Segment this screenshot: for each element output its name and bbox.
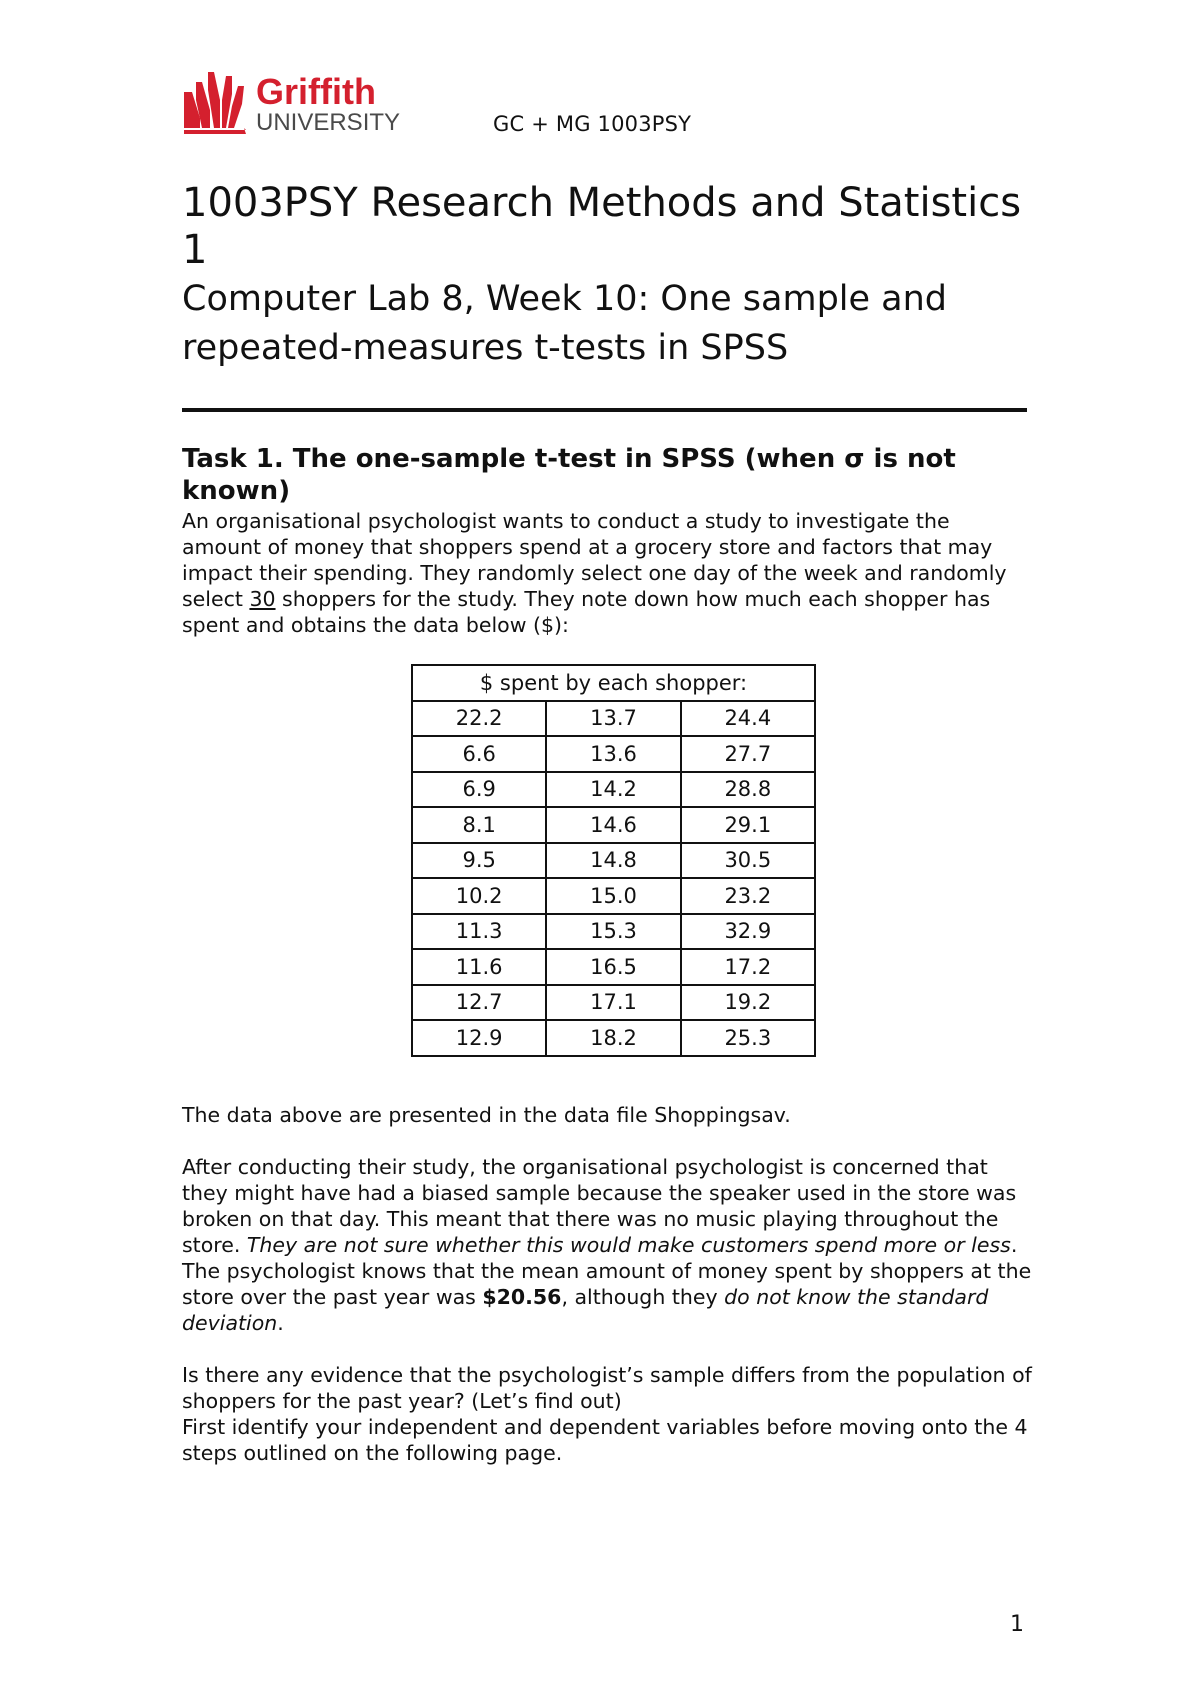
table-cell: 15.0 xyxy=(546,878,680,914)
table-row xyxy=(412,878,815,914)
table-cell: 14.2 xyxy=(546,772,680,808)
table-cell: 28.8 xyxy=(681,772,815,808)
instruction-paragraph: First identify your independent and dependent variables before moving onto the 4 steps outlined on the following page. xyxy=(182,1415,1028,1465)
table-cell: 29.1 xyxy=(681,807,815,843)
table-cell: 19.2 xyxy=(681,985,815,1021)
table-cell: 22.2 xyxy=(412,701,546,737)
table-cell: 24.4 xyxy=(681,701,815,737)
concern-italic: They are not sure whether this would make customers spend more or less xyxy=(246,1233,1011,1257)
table-row xyxy=(412,807,815,843)
table-row xyxy=(412,843,815,879)
shopper-spending-table xyxy=(411,664,816,1057)
table-row xyxy=(412,949,815,985)
griffith-university-logo xyxy=(182,70,422,136)
course-code: GC + MG 1003PSY xyxy=(493,112,692,136)
table-cell: 12.9 xyxy=(412,1020,546,1056)
task-1-intro xyxy=(182,508,1032,638)
document-subtitle: Computer Lab 8, Week 10: One sample and repeated-measures t-tests in SPSS xyxy=(182,279,948,368)
concern-text-c: , although they xyxy=(561,1285,725,1309)
table-cell: 23.2 xyxy=(681,878,815,914)
concern-italic-2: do not know the standard deviation xyxy=(182,1285,989,1335)
concern-text-a: After conducting their study, the organisational psychologist is concerned that they might have had a biased sample because the speaker used in the store was broken on that day. This meant that there was no music playing throughout the store. xyxy=(182,1155,1017,1257)
table-cell: 17.1 xyxy=(546,985,680,1021)
table-cell: 6.9 xyxy=(412,772,546,808)
table-cell: 27.7 xyxy=(681,736,815,772)
table-row xyxy=(412,772,815,808)
title-divider xyxy=(182,408,1027,412)
table-cell: 8.1 xyxy=(412,807,546,843)
task-1-heading: Task 1. The one-sample t-test in SPSS (when σ is not known) xyxy=(182,444,956,506)
research-question: Is there any evidence that the psychologist’s sample differs from the population of shoppers for the past year? (Let’s find out) xyxy=(182,1363,1032,1413)
sample-size: 30 xyxy=(249,587,276,611)
table-cell: 30.5 xyxy=(681,843,815,879)
concern-paragraph xyxy=(182,1154,1032,1336)
page-number: 1 xyxy=(1010,1612,1024,1637)
table-row xyxy=(412,985,815,1021)
table-cell: 18.2 xyxy=(546,1020,680,1056)
table-cell: 6.6 xyxy=(412,736,546,772)
svg-text:Griffith: Griffith xyxy=(256,71,376,112)
concern-text-d: . xyxy=(277,1311,284,1335)
svg-text:UNIVERSITY: UNIVERSITY xyxy=(256,109,401,136)
table-cell: 13.6 xyxy=(546,736,680,772)
table-cell: 14.6 xyxy=(546,807,680,843)
document-title: 1003PSY Research Methods and Statistics 1 xyxy=(182,180,1022,273)
table-row xyxy=(412,736,815,772)
table-cell: 9.5 xyxy=(412,843,546,879)
concern-text-b: . The psychologist knows that the mean amount of money spent by shoppers at the store over the past year was xyxy=(182,1233,1032,1309)
table-cell: 16.5 xyxy=(546,949,680,985)
intro-text-b: shoppers for the study. They note down how much each shopper has spent and obtains the data below ($): xyxy=(182,587,991,637)
table-cell: 14.8 xyxy=(546,843,680,879)
table-cell: 25.3 xyxy=(681,1020,815,1056)
table-cell: 15.3 xyxy=(546,914,680,950)
table-body xyxy=(412,701,815,1056)
griffith-crest-icon xyxy=(182,70,422,136)
table-cell: 11.3 xyxy=(412,914,546,950)
population-mean: $20.56 xyxy=(482,1285,562,1309)
table-row xyxy=(412,701,815,737)
table-cell: 10.2 xyxy=(412,878,546,914)
table-header: $ spent by each shopper: xyxy=(412,665,815,701)
table-cell: 17.2 xyxy=(681,949,815,985)
intro-text-a: An organisational psychologist wants to conduct a study to investigate the amount of money that shoppers spend at a grocery store and factors that may impact their spending. They randomly select one day of the week and randomly select xyxy=(182,509,1007,611)
table-row xyxy=(412,914,815,950)
table-row xyxy=(412,1020,815,1056)
table-cell: 11.6 xyxy=(412,949,546,985)
table-cell: 13.7 xyxy=(546,701,680,737)
table-header-row xyxy=(412,665,815,701)
data-file-note: The data above are presented in the data file Shoppingsav. xyxy=(182,1103,791,1127)
table-cell: 32.9 xyxy=(681,914,815,950)
table-cell: 12.7 xyxy=(412,985,546,1021)
